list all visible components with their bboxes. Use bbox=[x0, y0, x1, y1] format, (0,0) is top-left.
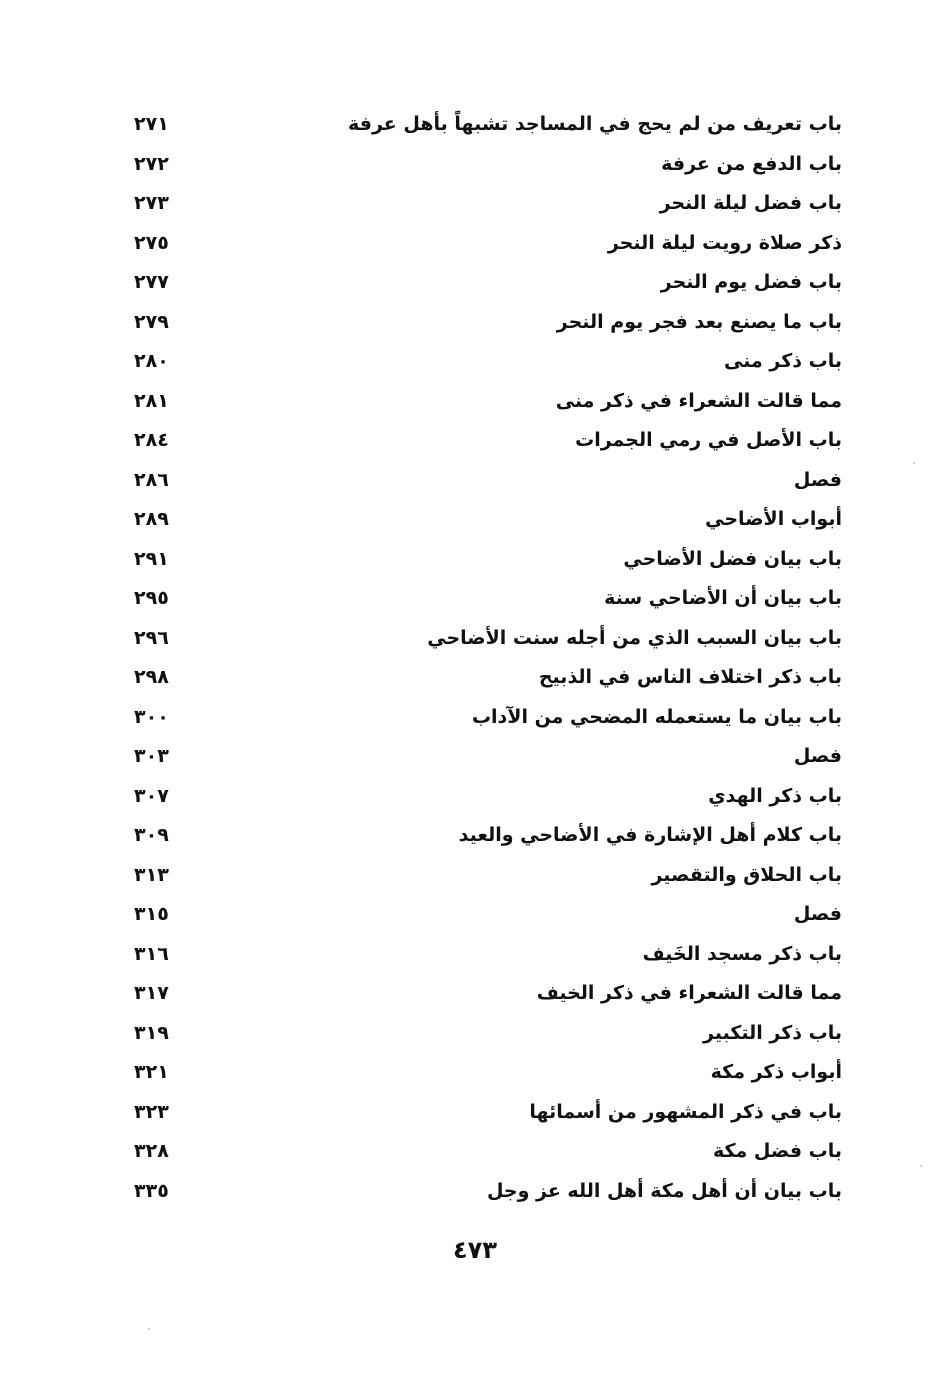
toc-entry-title: باب بيان فضل الأضاحي bbox=[623, 547, 842, 570]
toc-entry-page-number: ٢٩٨ bbox=[134, 666, 169, 688]
toc-entry-page-number: ٣١٩ bbox=[134, 1021, 169, 1044]
toc-entry bbox=[120, 855, 842, 895]
toc-entry bbox=[120, 341, 842, 381]
scan-speck bbox=[920, 1165, 922, 1167]
toc-entry-title: فصل bbox=[793, 903, 842, 925]
toc-entry-page-number: ٢٨٩ bbox=[134, 508, 169, 530]
toc-entry-page-number: ٢٧٧ bbox=[134, 271, 169, 293]
toc-entry-title: باب بيان ما يستعمله المضحي من الآداب bbox=[471, 705, 842, 728]
toc-entry-title: باب الحلاق والتقصير bbox=[651, 863, 842, 886]
toc-entry-page-number: ٣١٧ bbox=[134, 982, 169, 1004]
toc-entry bbox=[120, 104, 842, 144]
toc-entry-title: باب فضل مكة bbox=[712, 1140, 842, 1162]
toc-entry-title: باب كلام أهل الإشارة في الأضاحي والعيد bbox=[458, 824, 842, 846]
toc-entry-title: فصل bbox=[793, 745, 842, 767]
toc-entry-page-number: ٢٨٠ bbox=[134, 350, 169, 372]
toc-entry bbox=[120, 499, 842, 539]
toc-entry-title: باب ذكر منى bbox=[724, 350, 842, 372]
toc-entry-page-number: ٣٢٨ bbox=[134, 1140, 169, 1162]
toc-entry-page-number: ٣٢١ bbox=[134, 1061, 169, 1083]
toc-entry-title: باب في ذكر المشهور من أسمائها bbox=[529, 1100, 842, 1123]
toc-entry bbox=[120, 776, 842, 816]
toc-entry bbox=[120, 539, 842, 579]
toc-entry-page-number: ٢٩٦ bbox=[134, 626, 169, 649]
toc-entry-page-number: ٢٨١ bbox=[134, 389, 169, 412]
toc-entry-title: أبواب ذكر مكة bbox=[710, 1061, 842, 1083]
toc-entry-page-number: ٣١٣ bbox=[134, 863, 169, 886]
toc-entry-page-number: ٣٢٣ bbox=[134, 1100, 169, 1123]
toc-entry-title: باب فضل ليلة النحر bbox=[659, 192, 842, 214]
toc-entry-title: ذكر صلاة رويت ليلة النحر bbox=[607, 231, 842, 254]
toc-entry bbox=[120, 381, 842, 421]
toc-entry-title: باب الدفع من عرفة bbox=[661, 152, 842, 175]
toc-entry-page-number: ٢٧٩ bbox=[134, 310, 169, 333]
toc-entry bbox=[120, 657, 842, 697]
toc-entry-page-number: ٣٠٠ bbox=[134, 705, 169, 728]
toc-entry bbox=[120, 815, 842, 855]
toc-entry bbox=[120, 1131, 842, 1171]
toc-entry bbox=[120, 1171, 842, 1211]
page-number: ٤٧٣ bbox=[453, 1236, 497, 1264]
toc-entry bbox=[120, 420, 842, 460]
toc-entry-title: فصل bbox=[793, 468, 842, 491]
toc-entry bbox=[120, 144, 842, 184]
toc-entry-page-number: ٢٧٣ bbox=[134, 192, 169, 214]
toc-entry bbox=[120, 973, 842, 1013]
toc-entry-title: مما قالت الشعراء في ذكر منى bbox=[555, 389, 842, 412]
toc-entry bbox=[120, 894, 842, 934]
toc-entry-page-number: ٢٧١ bbox=[134, 113, 169, 135]
toc-entry-title: باب ذكر التكبير bbox=[703, 1021, 842, 1044]
toc-entry-page-number: ٢٧٢ bbox=[134, 152, 169, 175]
toc-entry-page-number: ٣٠٣ bbox=[134, 745, 169, 767]
toc-entry bbox=[120, 578, 842, 618]
toc-entry-title: باب ذكر اختلاف الناس في الذبيح bbox=[538, 666, 842, 688]
toc-entry-title: باب الأصل في رمي الجمرات bbox=[575, 429, 842, 451]
toc-entry-page-number: ٢٨٤ bbox=[134, 429, 169, 451]
table-of-contents bbox=[120, 104, 842, 1210]
toc-entry bbox=[120, 302, 842, 342]
toc-entry-page-number: ٣١٦ bbox=[134, 942, 169, 965]
toc-entry-page-number: ٣٣٥ bbox=[134, 1179, 169, 1202]
toc-entry bbox=[120, 1092, 842, 1132]
toc-entry bbox=[120, 1052, 842, 1092]
toc-entry-title: باب فضل يوم النحر bbox=[660, 271, 842, 293]
toc-entry bbox=[120, 183, 842, 223]
toc-entry bbox=[120, 223, 842, 263]
toc-entry-title: باب بيان أن أهل مكة أهل الله عز وجل bbox=[486, 1179, 842, 1202]
scan-speck bbox=[148, 1328, 150, 1330]
toc-entry-title: باب بيان أن الأضاحي سنة bbox=[604, 587, 842, 609]
toc-entry-title: أبواب الأضاحي bbox=[705, 508, 842, 530]
toc-entry-page-number: ٢٩٥ bbox=[134, 587, 169, 609]
toc-entry-title: باب بيان السبب الذي من أجله سنت الأضاحي bbox=[427, 626, 842, 649]
toc-entry bbox=[120, 618, 842, 658]
toc-entry-title: مما قالت الشعراء في ذكر الخيف bbox=[536, 982, 842, 1004]
toc-entry bbox=[120, 934, 842, 974]
toc-entry-title: باب ذكر مسجد الخَيف bbox=[642, 942, 842, 965]
toc-entry-page-number: ٢٩١ bbox=[134, 547, 169, 570]
toc-entry-page-number: ٢٨٦ bbox=[134, 468, 169, 491]
scan-speck bbox=[913, 462, 915, 464]
toc-entry bbox=[120, 460, 842, 500]
toc-entry bbox=[120, 697, 842, 737]
toc-entry-title: باب ما يصنع بعد فجر يوم النحر bbox=[556, 310, 842, 333]
toc-entry bbox=[120, 1013, 842, 1053]
toc-entry-page-number: ٢٧٥ bbox=[134, 231, 169, 254]
toc-entry-title: باب ذكر الهدي bbox=[708, 784, 842, 807]
toc-entry bbox=[120, 262, 842, 302]
toc-entry-page-number: ٣٠٩ bbox=[134, 824, 169, 846]
toc-entry-page-number: ٣١٥ bbox=[134, 903, 169, 925]
toc-entry-page-number: ٣٠٧ bbox=[134, 784, 169, 807]
toc-entry-title: باب تعريف من لم يحج في المساجد تشبهاً بأهل عرفة bbox=[348, 113, 842, 135]
toc-entry bbox=[120, 736, 842, 776]
